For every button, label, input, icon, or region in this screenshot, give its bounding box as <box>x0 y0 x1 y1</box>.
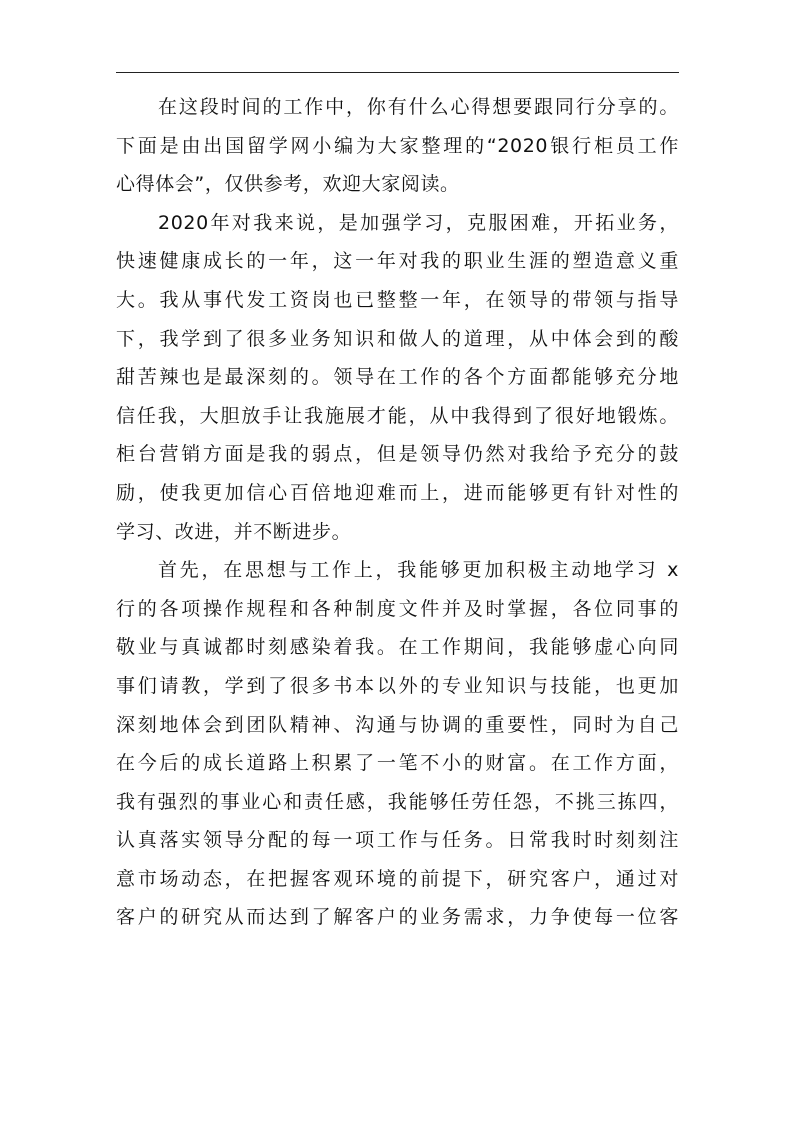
paragraph-line: 2020年对我来说，是加强学习，克服困难，开拓业务， <box>158 211 679 234</box>
paragraph-line: 在今后的成长道路上积累了一笔不小的财富。在工作方面， <box>116 752 679 775</box>
paragraph-line: 下面是由出国留学网小编为大家整理的“2020银行柜员工作 <box>116 134 679 157</box>
paragraph-line: 甜苦辣也是最深刻的。领导在工作的各个方面都能够充分地 <box>116 366 679 389</box>
paragraph-1 <box>116 88 679 204</box>
paragraph-3 <box>116 551 679 937</box>
paragraph-line: 在这段时间的工作中，你有什么心得想要跟同行分享的。 <box>158 96 679 118</box>
paragraph-line: 行的各项操作规程和各种制度文件并及时掌握，各位同事的 <box>116 597 679 620</box>
paragraph-line: 学习、改进，并不断进步。 <box>116 520 352 543</box>
paragraph-line: 首先，在思想与工作上，我能够更加积极主动地学习 x <box>158 559 679 582</box>
paragraph-line: 敬业与真诚都时刻感染着我。在工作期间，我能够虚心向同 <box>116 636 679 659</box>
paragraph-line: 励，使我更加信心百倍地迎难而上，进而能够更有针对性的 <box>116 481 679 504</box>
paragraph-line: 下，我学到了很多业务知识和做人的道理，从中体会到的酸 <box>116 327 679 350</box>
header-rule <box>116 72 679 73</box>
paragraph-line: 深刻地体会到团队精神、沟通与协调的重要性，同时为自己 <box>116 713 679 736</box>
paragraph-line: 我有强烈的事业心和责任感，我能够任劳任怨，不挑三拣四， <box>116 790 679 813</box>
paragraph-line: 事们请教，学到了很多书本以外的专业知识与技能，也更加 <box>116 674 679 697</box>
paragraph-line: 客户的研究从而达到了解客户的业务需求，力争使每一位客 <box>116 906 679 929</box>
paragraph-2 <box>116 204 679 551</box>
paragraph-line: 心得体会”，仅供参考，欢迎大家阅读。 <box>116 173 460 196</box>
paragraph-line: 意市场动态，在把握客观环境的前提下，研究客户，通过对 <box>116 867 679 890</box>
paragraph-line: 信任我，大胆放手让我施展才能，从中我得到了很好地锻炼。 <box>116 404 679 427</box>
document-body <box>116 88 679 937</box>
paragraph-line: 认真落实领导分配的每一项工作与任务。日常我时时刻刻注 <box>116 829 679 852</box>
paragraph-line: 柜台营销方面是我的弱点，但是领导仍然对我给予充分的鼓 <box>116 443 679 466</box>
paragraph-line: 快速健康成长的一年，这一年对我的职业生涯的塑造意义重 <box>116 250 679 273</box>
paragraph-line: 大。我从事代发工资岗也已整整一年，在领导的带领与指导 <box>116 288 679 311</box>
